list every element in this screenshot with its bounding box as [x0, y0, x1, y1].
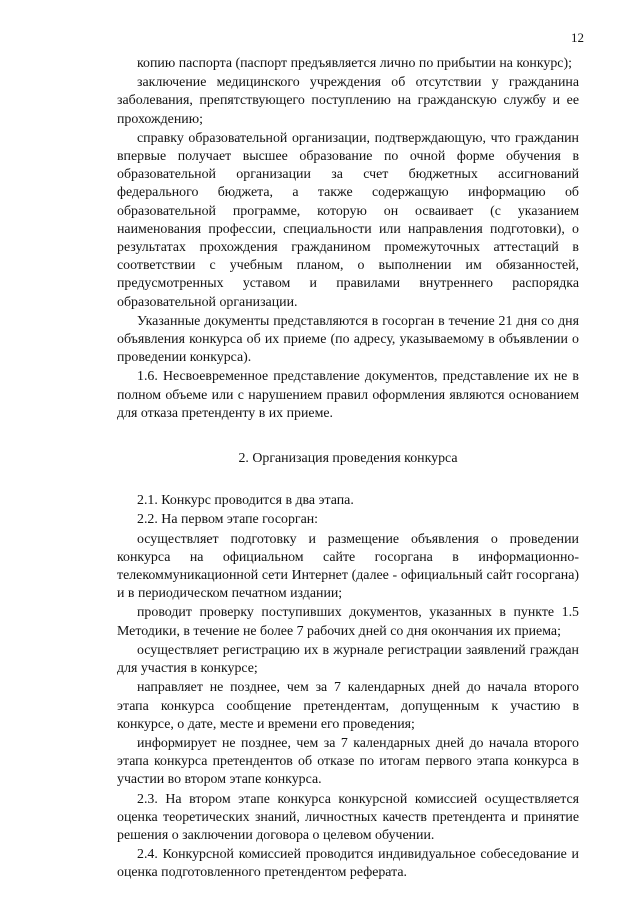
paragraph: 2.1. Конкурс проводится в два этапа.: [137, 493, 354, 509]
paragraph: проводит проверку поступивших документов, указанных в пункте 1.5 Методики, в течение не более 7 рабочих дней со дня окончания их приема;: [117, 605, 579, 639]
document-body: [117, 55, 579, 883]
paragraph: 1.6. Несвоевременное представление документов, представление их не в полном объеме или с нарушением правил оформления являются основанием для отказа претенденту в их приеме.: [117, 369, 579, 421]
paragraph: 2.2. На первом этапе госорган:: [137, 512, 319, 528]
paragraph: направляет не позднее, чем за 7 календарных дней до начала второго этапа конкурса сообщение претендентам, допущенным к участию в конкурсе, о дате, месте и времени его проведения;: [117, 680, 579, 732]
paragraph: заключение медицинского учреждения об отсутствии у гражданина заболевания, препятствующего поступлению на гражданскую службу и ее прохождению;: [117, 75, 579, 127]
paragraph: осуществляет регистрацию их в журнале регистрации заявлений граждан для участия в конкурсе;: [117, 642, 579, 677]
paragraph: Указанные документы представляются в госорган в течение 21 дня со дня объявления конкурса об их приеме (по адресу, указываемому в объявлении о проведении конкурса).: [117, 313, 579, 366]
section-heading: 2. Организация проведения конкурса: [238, 451, 458, 467]
paragraph: 2.3. На втором этапе конкурса конкурсной комиссией осуществляется оценка теоретических знаний, личностных качеств претендента и принятие решения о заключении договора о целевом обучении.: [117, 791, 579, 843]
paragraph: копию паспорта (паспорт предъявляется лично по прибытии на конкурс);: [137, 56, 572, 71]
paragraph: осуществляет подготовку и размещение объявления о проведении конкурса на официальном сайте госоргана в информационно-телекоммуникационной сети Интернет (далее - официальный сайт госоргана) и в периодическом печатном издании;: [117, 531, 579, 602]
paragraph: 2.4. Конкурсной комиссией проводится индивидуальное собеседование и оценка подготовленного претендентом реферата.: [117, 847, 579, 881]
paragraph: информирует не позднее, чем за 7 календарных дней до начала второго этапа конкурса претендентов об отказе по итогам первого этапа конкурса в участии во втором этапе конкурса.: [117, 735, 579, 788]
paragraph: справку образовательной организации, подтверждающую, что гражданин впервые получает высшее образование по очной форме обучения в образовательной организации за счет бюджетных ассигнований федерального бюджета, а также содержащую информацию об образовательной программе, которую он осваивает (с указанием наименования профессии, специальности или направления подготовки), о результатах прохождения гражданином промежуточных аттестаций в соответствии с учебным планом, о выполнении им обязанностей, предусмотренных уставом и правилами внутреннего распорядка образовательной организации.: [117, 130, 579, 310]
page-number: 12: [571, 30, 584, 45]
